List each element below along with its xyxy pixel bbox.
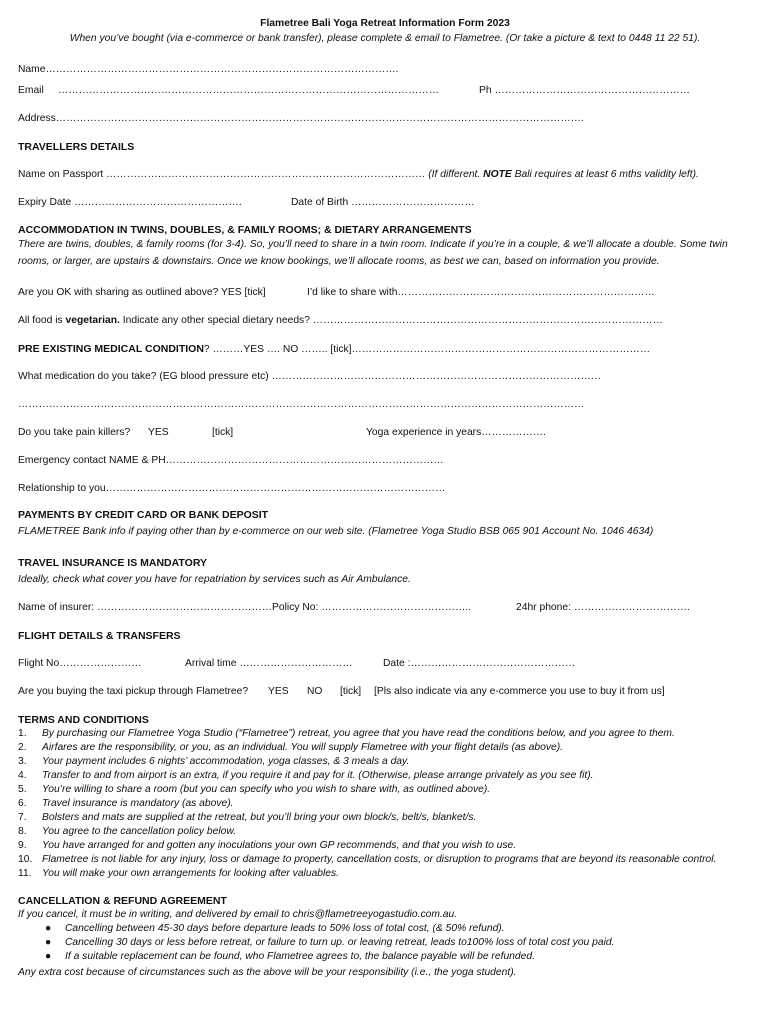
passport-name-row[interactable] — [18, 169, 699, 181]
pain-killers-yes[interactable]: YES — [148, 427, 169, 438]
list-item: 4. Transfer to and from airport is an extra, if you require it and pay for it. (Otherwise, please arrange privately as you see fit). — [18, 770, 594, 781]
medical-heading: PRE EXISTING MEDICAL CONDITION — [18, 343, 204, 355]
expiry-date-field[interactable]: Expiry Date …………………………………………. — [18, 197, 242, 208]
insurance-phone-field[interactable]: 24hr phone: ……………………………. — [516, 602, 690, 613]
cancellation-heading: CANCELLATION & REFUND AGREEMENT — [18, 895, 227, 907]
list-item: 3. Your payment includes 6 nights’ accommodation, yoga classes, & 3 meals a day. — [18, 756, 410, 767]
terms-heading: TERMS AND CONDITIONS — [18, 714, 149, 726]
bullet-icon: ● — [45, 937, 52, 948]
name-field[interactable]: Name…………………………………………………………………………………………. — [18, 64, 399, 75]
medication-extra-line[interactable]: ………………………………………………………………………………………………………………………………………………… — [18, 399, 585, 410]
sharing-question[interactable]: Are you OK with sharing as outlined above? YES [tick] — [18, 287, 266, 298]
list-item: 10. Flametree is not liable for any injury, loss or damage to property, cancellation costs, or disruption to programs that are beyond its reasonable control. — [18, 854, 717, 865]
email-label: Email — [18, 85, 44, 96]
yoga-experience-field[interactable]: Yoga experience in years………………. — [366, 427, 546, 438]
phone-field[interactable]: Ph ………………………………………………… — [479, 85, 691, 96]
flight-heading: FLIGHT DETAILS & TRANSFERS — [18, 630, 181, 642]
list-item: ● Cancelling 30 days or less before retreat, or failure to turn up. or leaving retreat, leads to100% loss of total cost you paid. — [45, 937, 615, 948]
cancellation-footer: Any extra cost because of circumstances such as the above will be your responsibility (i.e., the yoga student). — [18, 967, 517, 978]
payments-heading: PAYMENTS BY CREDIT CARD OR BANK DEPOSIT — [18, 509, 269, 521]
terms-list — [18, 727, 716, 881]
flight-number-field[interactable]: Flight No…………………… — [18, 658, 142, 669]
accommodation-heading: ACCOMMODATION IN TWINS, DOUBLES, & FAMILY ROOMS; & DIETARY ARRANGEMENTS — [18, 224, 472, 236]
list-item: 2. Airfares are the responsibility, or you, as an individual. You will supply Flametree with your flight details (as above). — [18, 742, 564, 753]
dietary-needs-field[interactable]: All food is vegetarian. Indicate any other special dietary needs? ………………………………………………………………………………………… — [18, 315, 663, 326]
insurance-text: Ideally, check what cover you have for repatriation by services such as Air Ambulance. — [18, 574, 411, 585]
taxi-yes[interactable]: YES — [268, 686, 289, 697]
bullet-icon: ● — [45, 923, 52, 934]
list-item: 5. You’re willing to share a room (but you can specify who you wish to share with, as outlined above). — [18, 784, 491, 795]
taxi-tick[interactable]: [tick] — [340, 686, 362, 697]
list-item: 8. You agree to the cancellation policy below. — [18, 826, 237, 837]
list-item: ● If a suitable replacement can be found, who Flametree agrees to, the balance payable will be refunded. — [45, 951, 535, 962]
insurer-policy-field[interactable]: Name of insurer: ……………………………………………Policy No: …………………………………….. — [18, 602, 472, 613]
bank-info: FLAMETREE Bank info if paying other than by e-commerce on our web site. (Flametree Yoga Studio BSB 065 901 Account No. 1046 4634) — [18, 526, 654, 537]
cancellation-intro: If you cancel, it must be in writing, and delivered by email to chris@flametreeyogastudio.com.au. — [18, 909, 458, 920]
medical-condition-row[interactable]: PRE EXISTING MEDICAL CONDITION? ………YES …. NO …….. [tick]…………………………………………………………………………… — [18, 343, 651, 355]
emergency-contact-field[interactable]: Emergency contact NAME & PH……………………………………………………………………… — [18, 455, 444, 466]
accommodation-text: There are twins, doubles, & family rooms (for 3-4). So, you’ll need to share in a twin room. Indicate if you’re in a couple, & we’ll allocate a double. Some twin rooms, or larger, are upstairs & downstairs. Once we know bookings, we’ll allocate rooms, as best we can, based on information you provide. — [18, 239, 728, 267]
list-item: ● Cancelling between 45-30 days before departure leads to 50% loss of total cost, (& 50% refund). — [45, 923, 505, 934]
medication-field[interactable]: What medication do you take? (EG blood pressure etc) …………………………………………………………………………………… — [18, 371, 602, 382]
passport-name-field[interactable]: Name on Passport ………………………………………………………………………………… — [18, 169, 429, 180]
list-item: 11. You will make your own arrangements for looking after valuables. — [18, 868, 340, 879]
passport-note: (If different. NOTE Bali requires at least 6 mths validity left). — [428, 169, 699, 180]
pain-killers-question: Do you take pain killers? — [18, 427, 131, 438]
taxi-no[interactable]: NO — [307, 686, 323, 697]
list-item: 1. By purchasing our Flametree Yoga Studio (“Flametree”) retreat, you agree that you have read the conditions below, and you agree to them. — [18, 728, 675, 739]
bullet-icon: ● — [45, 951, 52, 962]
taxi-question: Are you buying the taxi pickup through Flametree? — [18, 686, 249, 697]
relationship-field[interactable]: Relationship to you……………………………………………………………………………………… — [18, 483, 446, 494]
date-of-birth-field[interactable]: Date of Birth ……………………………… — [291, 197, 475, 208]
list-item: 9. You have arranged for and gotten any inoculations your own GP recommends, and that you wish to use. — [18, 840, 517, 851]
list-item: 7. Bolsters and mats are supplied at the retreat, but you’ll bring your own block/s, belt/s, blanket/s. — [18, 812, 477, 823]
insurance-heading: TRAVEL INSURANCE IS MANDATORY — [18, 557, 208, 569]
pain-killers-tick[interactable]: [tick] — [212, 427, 234, 438]
list-item: 6. Travel insurance is mandatory (as above). — [18, 798, 234, 809]
email-field[interactable]: ………………………………………………………………………………………………… — [58, 85, 439, 96]
taxi-note: [Pls also indicate via any e-commerce you use to buy it from us] — [374, 686, 665, 697]
cancellation-list — [18, 922, 614, 964]
arrival-time-field[interactable]: Arrival time …………………………… — [185, 658, 353, 669]
flight-date-field[interactable]: Date :………………………………………… — [383, 658, 576, 669]
address-field[interactable]: Address………………………………………………………………………………………………………………………………………. — [18, 113, 584, 124]
form-subtitle: When you’ve bought (via e-commerce or bank transfer), please complete & email to Flametree. (Or take a picture & text to 0448 11 22 51). — [69, 33, 701, 44]
form-title: Flametree Bali Yoga Retreat Information Form 2023 — [260, 18, 510, 29]
travellers-heading: TRAVELLERS DETAILS — [18, 141, 135, 153]
share-with-field[interactable]: I’d like to share with………………………………………………………………… — [307, 287, 655, 298]
